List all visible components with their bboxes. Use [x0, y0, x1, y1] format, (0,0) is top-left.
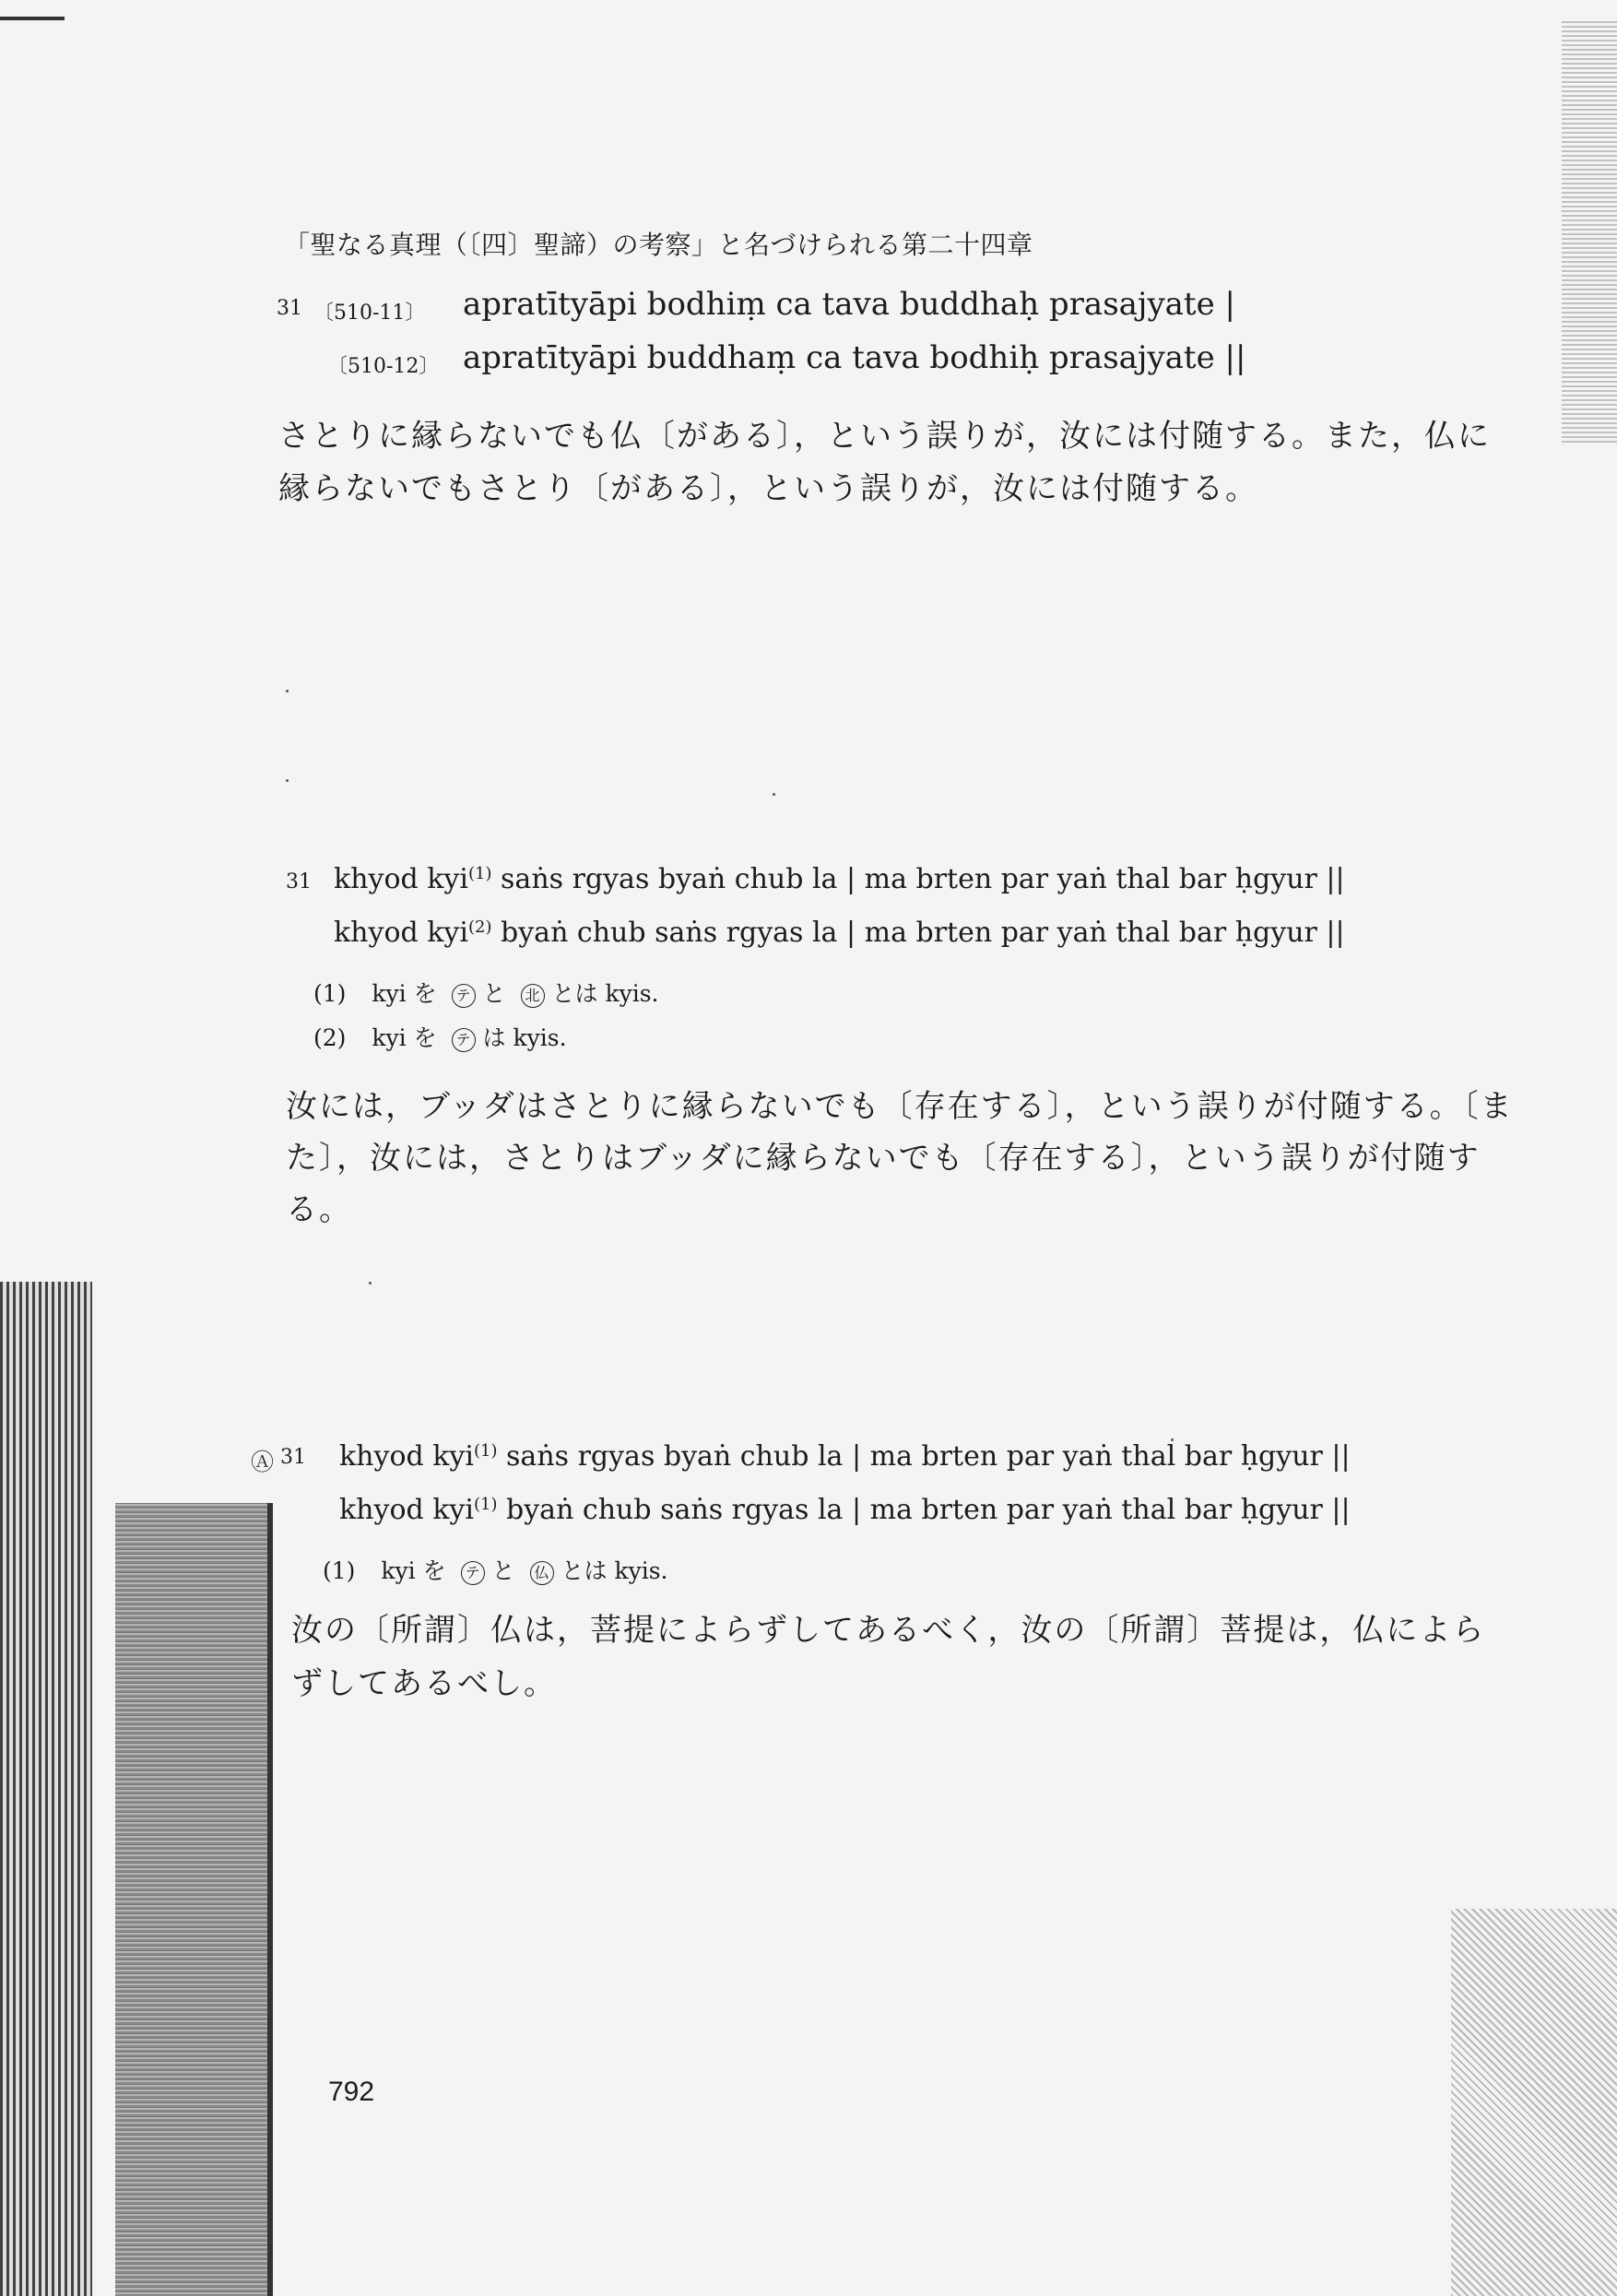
book-binding-shadow	[115, 1503, 272, 2296]
edition-siglum: テ	[461, 1561, 485, 1585]
scan-dust	[286, 690, 289, 692]
scan-noise-right	[1562, 18, 1617, 443]
verse-reference: 〔510-12〕	[327, 355, 440, 378]
japanese-translation: ずしてあるべし。	[291, 1665, 557, 1702]
japanese-translation: 汝には，ブッダはさとりに縁らないでも〔存在する〕，という誤りが付随する。〔ま	[286, 1088, 1514, 1125]
verse-number: 31	[277, 297, 302, 320]
footnote: (1) kyi を テ と 北 とは kyis.	[313, 980, 659, 1007]
scan-dust	[369, 1282, 372, 1284]
verse-number: 31	[286, 870, 312, 894]
japanese-translation: 汝の〔所謂〕仏は，菩提によらずしてあるべく，汝の〔所謂〕菩提は，仏によら	[291, 1612, 1486, 1649]
japanese-translation: 縁らないでもさとり〔がある〕，という誤りが，汝には付随する。	[278, 470, 1258, 507]
tibetan-line: khyod kyi$^{(1)}$ byaṅ chub saṅs rgyas la | ma brten par yaṅ thal bar ḥgyur ||	[339, 1494, 1351, 1526]
tibetan-line: khyod kyi$^{(1)}$ saṅs rgyas byaṅ chub la | ma brten par yaṅ thal bar ḥgyur ||	[339, 1440, 1351, 1473]
footnote: (2) kyi を テ は kyis.	[313, 1024, 567, 1051]
japanese-translation: る。	[286, 1191, 352, 1228]
verse-number: 31	[280, 1446, 306, 1469]
scan-mark	[0, 17, 65, 20]
tibetan-line: khyod kyi$^{(2)}$ byaṅ chub saṅs rgyas la | ma brten par yaṅ thal bar ḥgyur ||	[334, 917, 1345, 949]
scan-dust	[286, 779, 289, 782]
verse-reference: 〔510-11〕	[313, 302, 426, 325]
japanese-translation: た〕，汝には，さとりはブッダに縁らないでも〔存在する〕，という誤りが付随す	[286, 1140, 1481, 1177]
scan-edge-left	[0, 1282, 92, 2296]
scan-noise-bottom-right	[1451, 1909, 1617, 2296]
edition-siglum: 仏	[530, 1561, 554, 1585]
chapter-heading: 「聖なる真理（〔四〕聖諦）の考察」と名づけられる第二十四章	[284, 230, 1033, 260]
scan-dust	[773, 793, 775, 796]
edition-marker: Ⓐ	[251, 1449, 275, 1475]
sanskrit-line: apratītyāpi buddhaṃ ca tava bodhiḥ prasajyate ||	[463, 339, 1246, 376]
tibetan-line: khyod kyi$^{(1)}$ saṅs rgyas byaṅ chub la | ma brten par yaṅ thal bar ḥgyur ||	[334, 863, 1345, 895]
book-binding-edge	[267, 1503, 273, 2296]
page-number: 792	[328, 2077, 375, 2107]
japanese-translation: さとりに縁らないでも仏〔がある〕，という誤りが，汝には付随する。また，仏に	[278, 418, 1491, 455]
edition-siglum: テ	[452, 1028, 476, 1052]
edition-siglum: テ	[452, 984, 476, 1008]
edition-siglum: 北	[521, 984, 545, 1008]
sanskrit-line: apratītyāpi bodhiṃ ca tava buddhaḥ prasajyate |	[463, 286, 1235, 323]
footnote: (1) kyi を テ と 仏 とは kyis.	[323, 1557, 668, 1584]
